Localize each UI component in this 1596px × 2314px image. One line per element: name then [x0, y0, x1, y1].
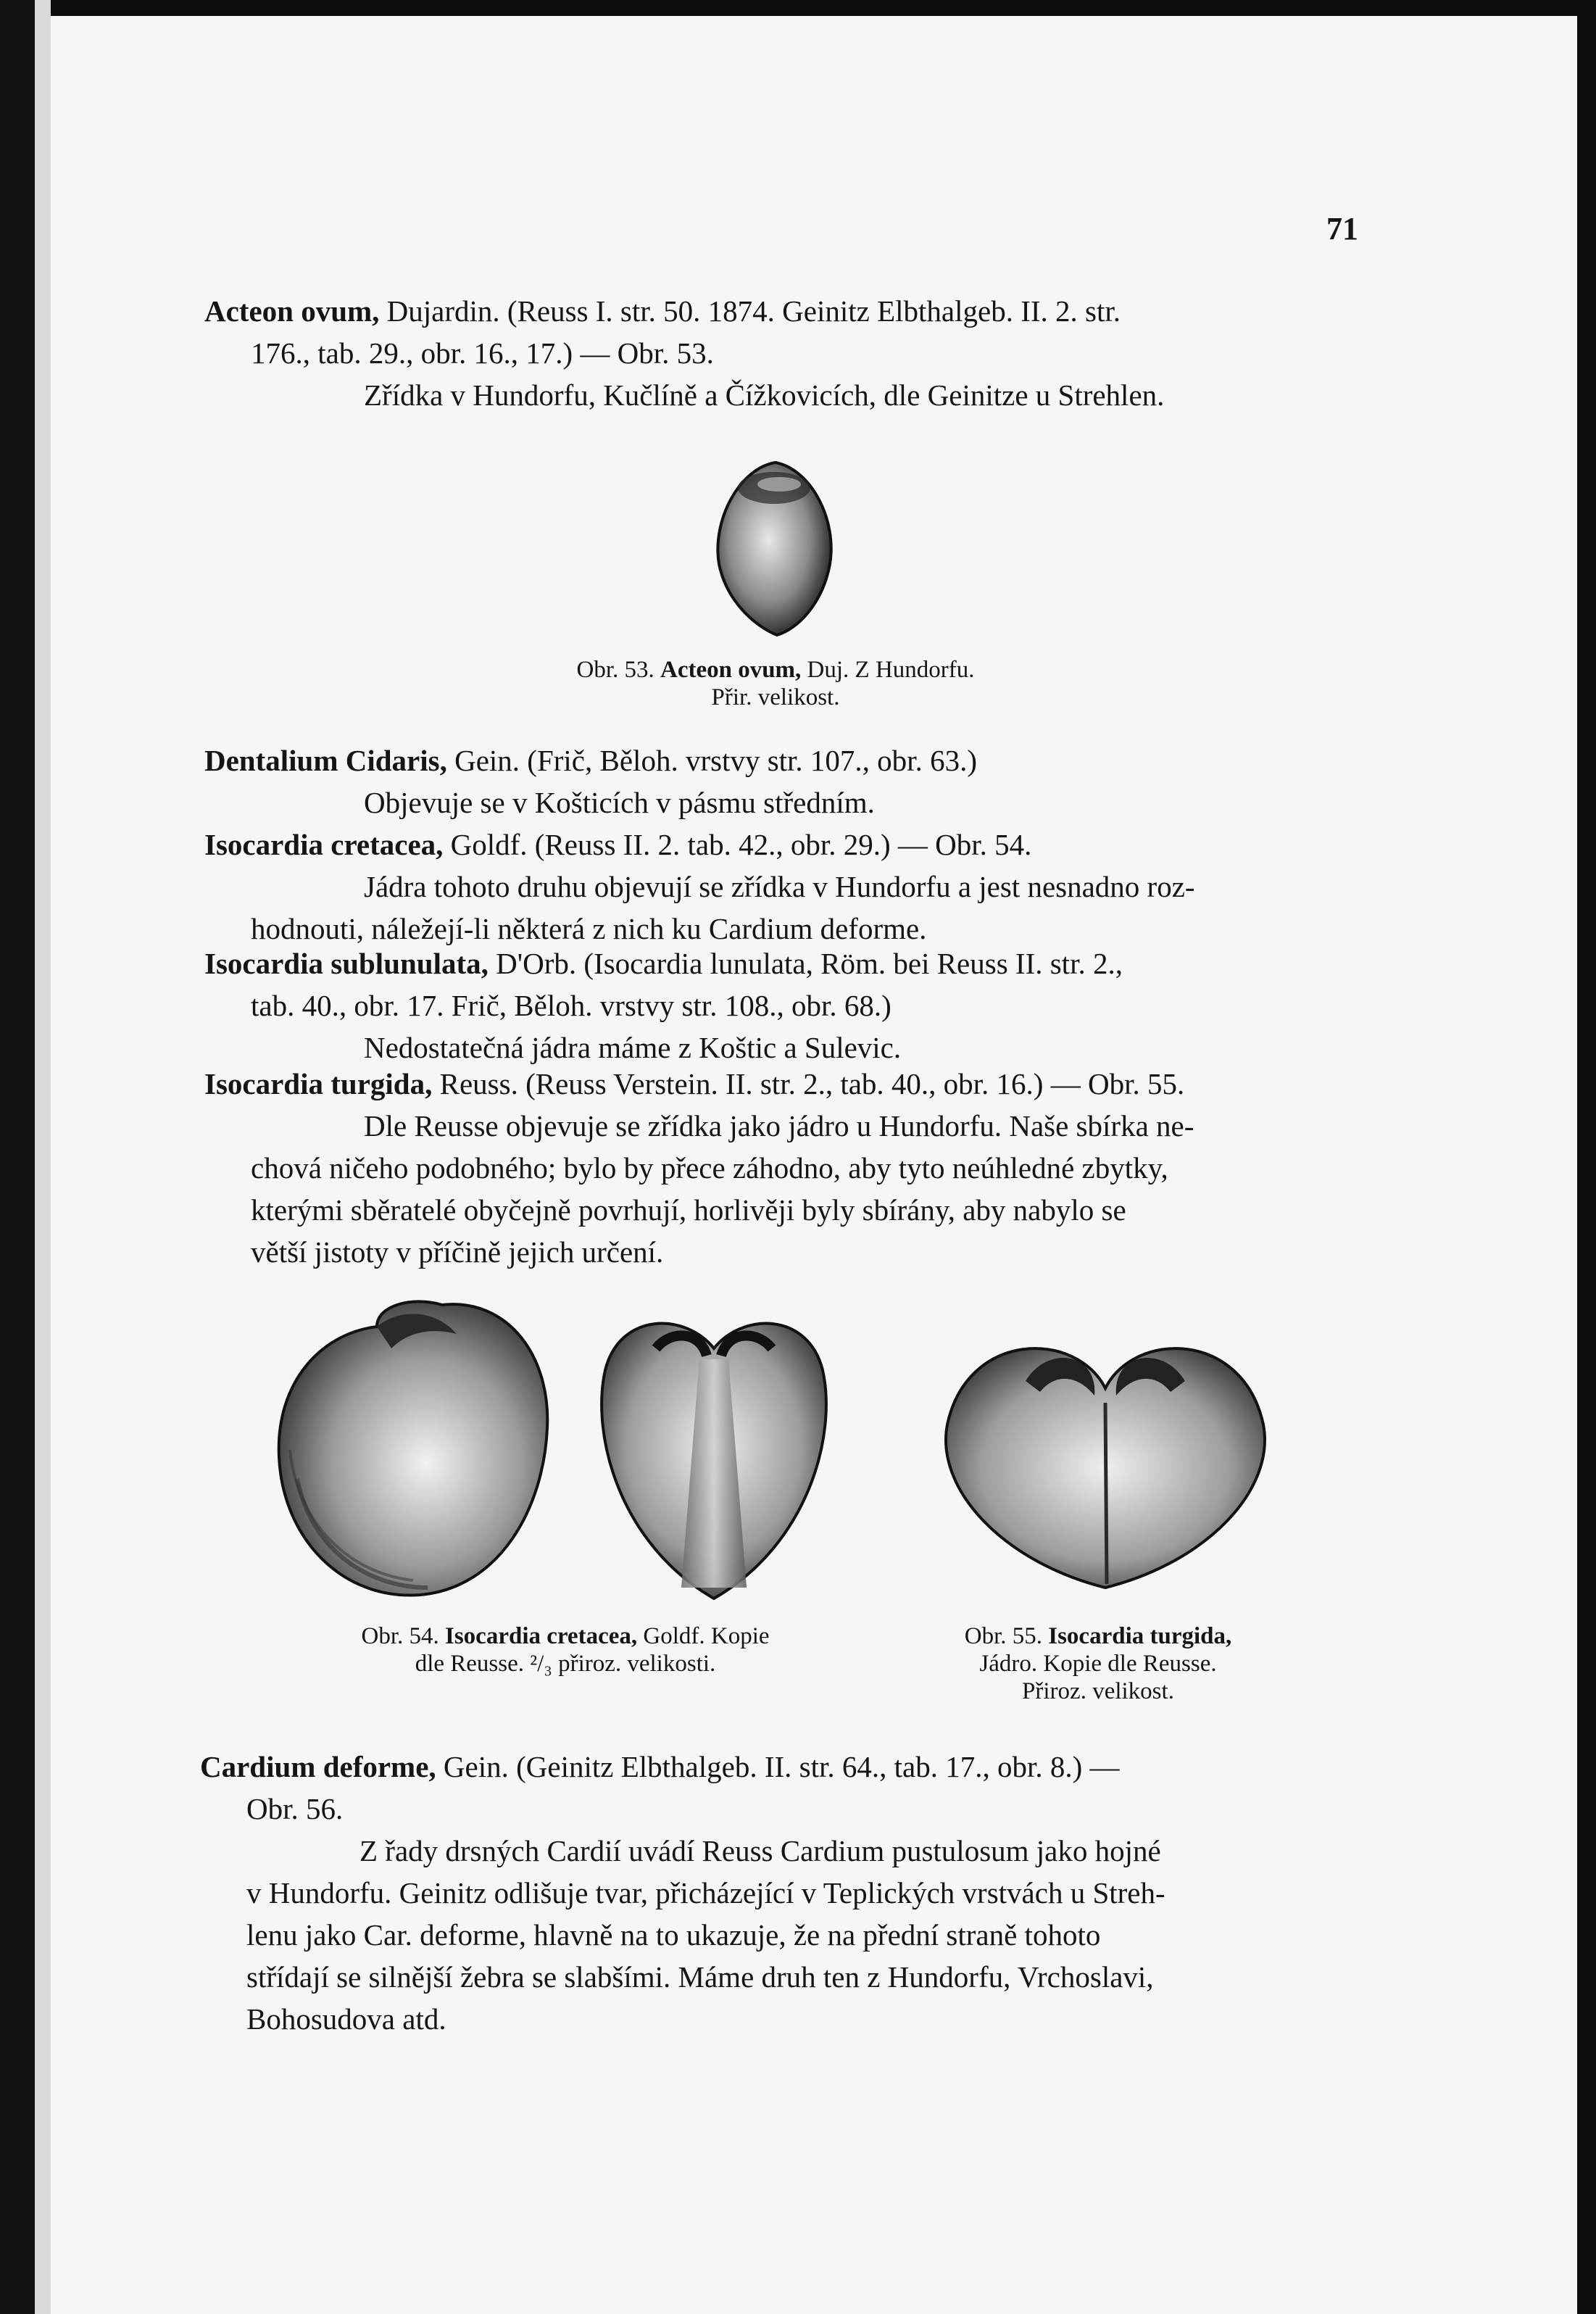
- entry-cretacea-line-1: Isocardia cretacea, Goldf. (Reuss II. 2. tab. 42., obr. 29.) — Obr. 54.: [204, 828, 1032, 861]
- entry-cardium-line-2: Obr. 56.: [246, 1792, 344, 1825]
- caption-fig-54: [290, 1622, 841, 1678]
- scan-border-left: [0, 0, 35, 2314]
- entry-acteon-line-3: Zřídka v Hundorfu, Kučlíně a Čížkovicích, dle Geinitze u Strehlen.: [364, 378, 1165, 412]
- entry-dentalium-line-1: Dentalium Cidaris, Gein. (Frič, Běloh. vrstvy str. 107., obr. 63.): [204, 744, 977, 777]
- caption-fig-55-line-1: Obr. 55. Isocardia turgida,: [964, 1623, 1232, 1649]
- caption-fig-55: [910, 1622, 1287, 1705]
- entry-acteon-line-2: 176., tab. 29., obr. 16., 17.) — Obr. 53.: [251, 336, 714, 370]
- caption-fig-55-line-3: Přiroz. velikost.: [1022, 1678, 1174, 1704]
- caption-fig-53-line-1: Obr. 53. Acteon ovum, Duj. Z Hundorfu.: [576, 657, 975, 683]
- figure-54-isocardia-front-view: [591, 1305, 837, 1602]
- species-name: Isocardia cretacea,: [204, 828, 444, 861]
- entry-cardium-line-1: Cardium deforme, Gein. (Geinitz Elbthalgeb. II. str. 64., tab. 17., obr. 8.) —: [200, 1750, 1120, 1783]
- entry-cretacea-line-3: hodnouti, náležejí-li některá z nich ku Cardium deforme.: [251, 912, 927, 945]
- species-name: Dentalium Cidaris,: [204, 744, 447, 777]
- species-name: Cardium deforme,: [200, 1750, 436, 1783]
- entry-sublunulata-line-1: Isocardia sublunulata, D'Orb. (Isocardia lunulata, Röm. bei Reuss II. str. 2.,: [204, 947, 1123, 980]
- entry-cardium-line-6: střídají se silnější žebra se slabšími. Máme druh ten z Hundorfu, Vrchoslavi,: [246, 1960, 1154, 1994]
- caption-species-name: Isocardia cretacea,: [444, 1623, 638, 1649]
- entry-turgida-line-3: chová ničeho podobného; bylo by přece záhodno, aby tyto neúhledné zbytky,: [251, 1151, 1168, 1185]
- entry-cardium-line-7: Bohosudova atd.: [246, 2002, 446, 2036]
- entry-isocardia-turgida: [204, 1063, 1357, 1273]
- caption-species-name: Acteon ovum,: [660, 657, 802, 683]
- caption-fig-53: [507, 656, 1044, 711]
- entry-dentalium-cidaris: [204, 739, 1357, 824]
- entry-turgida-line-4: kterými sběratelé obyčejně povrhují, horlivěji byly sbírány, aby nabylo se: [251, 1193, 1126, 1227]
- scan-border-right: [1577, 0, 1596, 2314]
- entry-acteon-ovum: [204, 290, 1357, 416]
- page-number: 71: [1326, 211, 1358, 246]
- species-name: Isocardia turgida,: [204, 1067, 433, 1100]
- entry-cardium-line-4: v Hundorfu. Geinitz odlišuje tvar, přicházející v Teplických vrstvách u Streh-: [246, 1876, 1165, 1909]
- entry-cretacea-line-2: Jádra tohoto druhu objevují se zřídka v Hundorfu a jest nesnadno roz-: [364, 870, 1195, 903]
- figure-53-acteon-shell: [710, 455, 841, 636]
- species-name: Isocardia sublunulata,: [204, 947, 489, 980]
- entry-cardium-line-3: Z řady drsných Cardií uvádí Reuss Cardium pustulosum jako hojné: [359, 1834, 1161, 1867]
- entry-sublunulata-line-2: tab. 40., obr. 17. Frič, Běloh. vrstvy str. 108., obr. 68.): [251, 989, 891, 1022]
- caption-fig-55-line-2: Jádro. Kopie dle Reusse.: [979, 1651, 1217, 1677]
- figure-54-isocardia-left-view: [268, 1290, 558, 1602]
- species-name: Acteon ovum,: [204, 294, 380, 328]
- figure-55-isocardia-turgida: [939, 1323, 1272, 1591]
- entry-cardium-deforme: [200, 1746, 1357, 2040]
- entry-turgida-line-5: větší jistoty v příčině jejich určení.: [251, 1235, 664, 1269]
- entry-isocardia-sublunulata: [204, 942, 1357, 1069]
- entry-isocardia-cretacea: [204, 824, 1357, 950]
- caption-fig-53-line-2: Přir. velikost.: [711, 684, 840, 710]
- entry-turgida-line-2: Dle Reusse objevuje se zřídka jako jádro u Hundorfu. Naše sbírka ne-: [364, 1109, 1194, 1143]
- entry-dentalium-line-2: Objevuje se v Košticích v pásmu středním.: [364, 786, 875, 819]
- caption-species-name: Isocardia turgida,: [1048, 1623, 1232, 1649]
- entry-cardium-line-5: lenu jako Car. deforme, hlavně na to ukazuje, že na přední straně tohoto: [246, 1918, 1101, 1952]
- scan-border-top: [0, 0, 1596, 16]
- caption-fig-54-line-1: Obr. 54. Isocardia cretacea, Goldf. Kopie: [361, 1623, 770, 1649]
- entry-acteon-line-1: Acteon ovum, Dujardin. (Reuss I. str. 50. 1874. Geinitz Elbthalgeb. II. 2. str.: [204, 294, 1121, 328]
- caption-fig-54-line-2: dle Reusse. ²/₃ přiroz. velikosti.: [415, 1651, 716, 1677]
- entry-sublunulata-line-3: Nedostatečná jádra máme z Koštic a Sulevic.: [364, 1031, 902, 1064]
- scan-border-left-inner: [35, 0, 51, 2314]
- entry-turgida-line-1: Isocardia turgida, Reuss. (Reuss Verstein. II. str. 2., tab. 40., obr. 16.) — Obr. 55.: [204, 1067, 1185, 1100]
